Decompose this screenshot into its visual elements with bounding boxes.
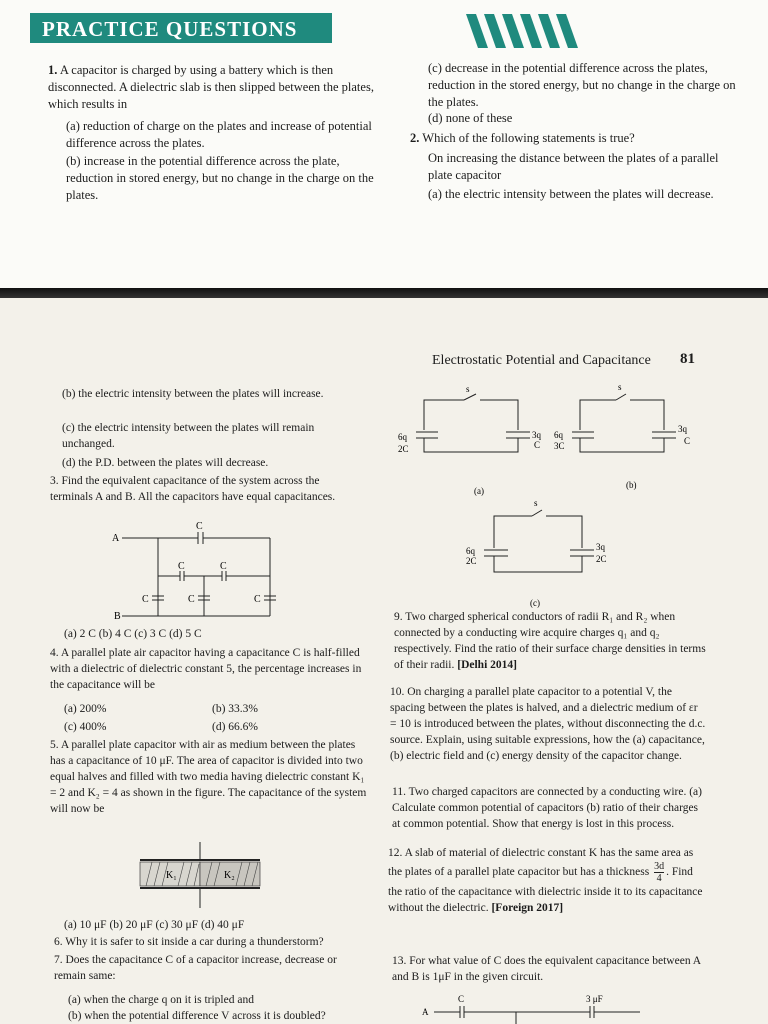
q3-cap-label: C — [196, 521, 203, 532]
a-left-cap: 2C — [398, 444, 409, 454]
banner-title: PRACTICE QUESTIONS — [42, 17, 298, 41]
q3-circuit-figure — [110, 520, 290, 620]
page-number: 81 — [680, 351, 695, 367]
b-right-charge: 3q — [678, 424, 687, 434]
running-header: Electrostatic Potential and Capacitance — [432, 353, 651, 368]
c-right-charge: 3q — [596, 542, 605, 552]
q3-cap-label: C — [142, 594, 149, 605]
q1-text: A capacitor is charged by using a battery which is then disconnected. A dielectric slab is then slipped between the plates, which results in — [48, 63, 374, 111]
q1-number: 1. — [48, 63, 58, 77]
b-right-cap: C — [684, 436, 691, 446]
q3-label-b: B — [114, 611, 121, 620]
q5-options: (a) 10 μF (b) 20 μF (c) 30 μF (d) 40 μF — [64, 919, 245, 931]
q12-fraction — [654, 861, 664, 884]
q1-option-d: (d) none of these — [428, 111, 513, 125]
banner-stripes-icon — [466, 14, 578, 48]
question-3: 3. Find the equivalent capacitance of the system across the terminals A and B. All the capacitors have equal capacitances. — [50, 475, 336, 503]
q2-subtext: On increasing the distance between the plates of a parallel plate capacitor — [428, 151, 719, 182]
label-c: (c) — [530, 598, 540, 608]
a-right-charge: 3q — [532, 430, 541, 440]
q4-option-d: (d) 66.6% — [212, 721, 258, 733]
switch-label: s — [466, 384, 470, 394]
q3-cap-label: C — [188, 594, 195, 605]
page-divider — [0, 288, 768, 298]
question-10: 10. On charging a parallel plate capacitor to a potential V, the spacing between the plates is halved, and a dielectric medium of εr = 10 is introduced between the plates, without disconnecting the d.c. source. Explain, using suitable expressions, how the (a) capacitance, (b) electric field and (c) energy density of the capacitor change. — [390, 686, 706, 762]
q2-text: Which of the following statements is true? — [422, 131, 635, 145]
q2-number: 2. — [410, 131, 420, 145]
q2-option-a: (a) the electric intensity between the plates will decrease. — [428, 187, 714, 201]
switch-label: s — [618, 382, 622, 392]
q12-text: 12. A slab of material of dielectric constant K has the same area as the plates of a parallel plate capacitor but has a thickness — [388, 847, 694, 879]
q3-label-a: A — [112, 533, 120, 544]
question-12 — [388, 845, 706, 916]
q3-cap-label: C — [178, 561, 185, 572]
b-left-cap: 3C — [554, 441, 565, 451]
q13-label-c: C — [458, 994, 465, 1004]
c-left-cap: 2C — [466, 556, 477, 566]
q2-option-b: (b) the electric intensity between the plates will increase. — [62, 388, 324, 400]
q12-tag: [Foreign 2017] — [491, 902, 564, 914]
question-5: 5. A parallel plate capacitor with air as medium between the plates has a capacitance of 10 μF. The area of capacitor is divided into two equal halves and filled with two media having dielectric constant K₁ = 2 and K₂ = 4 as shown in the figure. The capacitance of the system will now be — [50, 739, 367, 815]
q9-text: 9. Two charged spherical conductors of radii R₁ and R₂ when connected by a conducting wire acquire charges q₁ and q₂ respectively. Find the ratio of their surface charge densities in terms of their radii. — [394, 611, 706, 671]
b-left-charge: 6q — [554, 430, 563, 440]
q4-option-c: (c) 400% — [64, 721, 107, 733]
question-2 — [410, 130, 740, 147]
q8-circuits-figure — [394, 380, 734, 610]
question-6: 6. Why it is safer to sit inside a car during a thunderstorm? — [54, 936, 324, 948]
q3-cap-label: C — [254, 594, 261, 605]
q4-option-b: (b) 33.3% — [212, 703, 258, 715]
q2-option-d: (d) the P.D. between the plates will decrease. — [62, 457, 269, 469]
q9-tag: [Delhi 2014] — [457, 659, 517, 671]
q13-label-3uf: 3 μF — [586, 994, 603, 1004]
c-right-cap: 2C — [596, 554, 607, 564]
q1-option-b: (b) increase in the potential difference across the plate, reduction in stored energy, but no change in the charge on the plates. — [66, 154, 374, 202]
question-13: 13. For what value of C does the equivalent capacitance between A and B is 1μF in the given circuit. — [392, 955, 701, 983]
a-left-charge: 6q — [398, 432, 407, 442]
question-1 — [48, 62, 382, 113]
q7-option-a: (a) when the charge q on it is tripled and — [68, 994, 254, 1006]
switch-label: s — [534, 498, 538, 508]
q12-tail: . Find the ratio of the capacitance with dielectric inside it to its capacitance without the dielectric. — [388, 866, 703, 914]
q3-cap-label: C — [220, 561, 227, 572]
label-b: (b) — [626, 480, 637, 490]
q2-option-c: (c) the electric intensity between the plates will remain unchanged. — [62, 422, 315, 450]
a-right-cap: C — [534, 440, 541, 450]
q1-option-c: (c) decrease in the potential difference across the plates, reduction in the stored energy, but no change in the charge on the plates. — [428, 61, 736, 109]
label-a: (a) — [474, 486, 484, 496]
q4-option-a: (a) 200% — [64, 703, 107, 715]
c-left-charge: 6q — [466, 546, 475, 556]
q12-fraction-numerator: 3d — [654, 861, 665, 872]
question-11: 11. Two charged capacitors are connected by a conducting wire. (a) Calculate common potential of capacitors (b) ratio of their charges at common potential. Show that energy is lost in this process. — [392, 786, 702, 830]
question-7: 7. Does the capacitance C of a capacitor increase, decrease or remain same: — [54, 954, 337, 982]
q7-option-b: (b) when the potential difference V across it is doubled? — [68, 1010, 326, 1022]
k2-label: K₂ — [224, 870, 235, 881]
q5-dielectric-figure — [136, 842, 266, 908]
k1-label: K₁ — [166, 870, 177, 881]
q1-option-a: (a) reduction of charge on the plates and increase of potential difference across the plates. — [66, 119, 372, 150]
question-4: 4. A parallel plate air capacitor having a capacitance C is half-filled with a dielectric of dielectric constant 5, the percentage increases in the capacitance will be — [50, 647, 362, 691]
question-9 — [394, 609, 706, 673]
q3-options: (a) 2 C (b) 4 C (c) 3 C (d) 5 C — [64, 628, 202, 640]
q13-label-a: A — [422, 1007, 429, 1017]
q12-fraction-denominator: 4 — [656, 873, 662, 884]
q13-circuit-figure — [420, 990, 660, 1024]
